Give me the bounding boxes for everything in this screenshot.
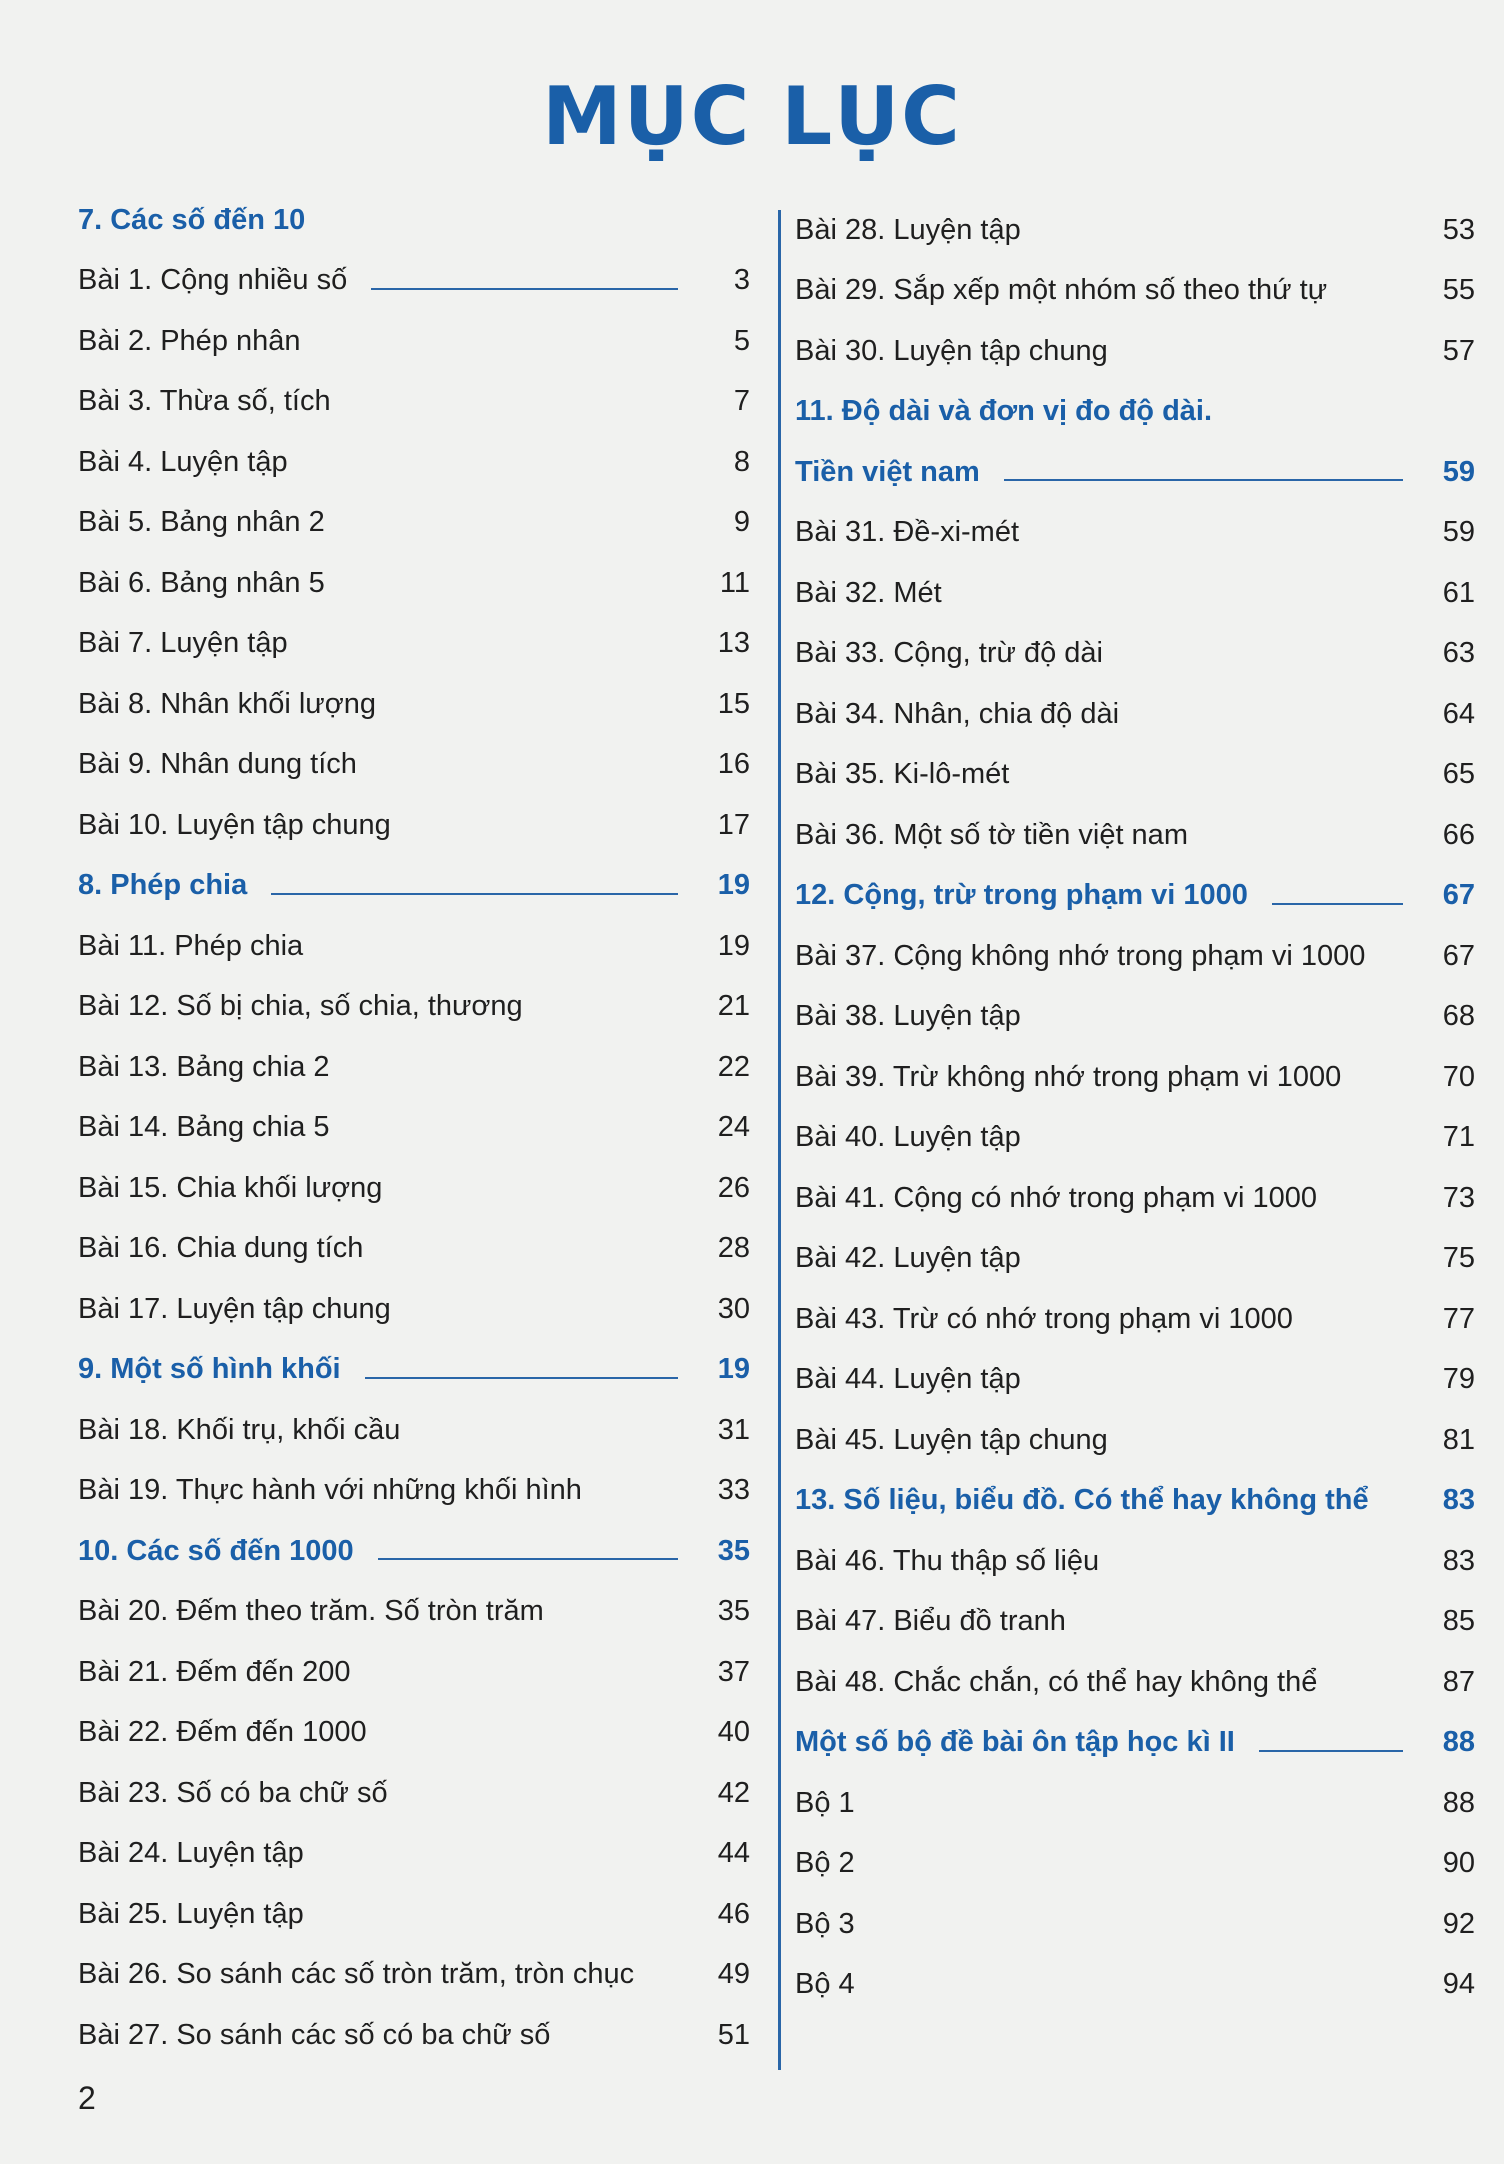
toc-entry-label: Bài 36. Một số tờ tiền việt nam <box>795 818 1188 851</box>
toc-entry-label: Bài 11. Phép chia <box>78 929 304 962</box>
toc-entry-label: Bài 32. Mét <box>795 576 942 609</box>
toc-page-number: 15 <box>717 687 750 720</box>
toc-entry <box>78 1582 750 1643</box>
toc-entry-label: Bài 12. Số bị chia, số chia, thương <box>78 990 523 1023</box>
toc-page-number: 51 <box>717 2018 750 2051</box>
toc-entry-label: Bài 28. Luyện tập <box>795 213 1021 246</box>
toc-entry-label: Bài 48. Chắc chắn, có thể hay không thể <box>795 1665 1318 1698</box>
toc-page-number: 31 <box>717 1413 750 1446</box>
toc-leader-line <box>378 1558 678 1560</box>
toc-page-number: 81 <box>1442 1423 1475 1456</box>
toc-section-heading <box>795 866 1475 927</box>
toc-page-number: 19 <box>717 1353 750 1386</box>
toc-entry-label: 12. Cộng, trừ trong phạm vi 1000 <box>795 879 1248 912</box>
toc-page-number: 70 <box>1442 1060 1475 1093</box>
toc-section-heading <box>795 1713 1475 1774</box>
toc-page-number: 21 <box>717 990 750 1023</box>
toc-page-number: 90 <box>1442 1847 1475 1880</box>
toc-page-number: 28 <box>717 1232 750 1265</box>
toc-page-number: 33 <box>717 1474 750 1507</box>
toc-entry <box>795 1168 1475 1229</box>
toc-entry-label: Bài 43. Trừ có nhớ trong phạm vi 1000 <box>795 1302 1293 1335</box>
toc-entry <box>78 493 750 554</box>
toc-entry-label: Tiền việt nam <box>795 455 980 488</box>
toc-page-number: 42 <box>717 1776 750 1809</box>
toc-section-heading <box>795 1471 1475 1532</box>
toc-entry <box>795 745 1475 806</box>
toc-entry-label: Bài 26. So sánh các số tròn trăm, tròn chục <box>78 1958 635 1991</box>
toc-page-number: 83 <box>1442 1544 1475 1577</box>
toc-entry-label: Bài 24. Luyện tập <box>78 1837 304 1870</box>
toc-entry-label: Bài 46. Thu thập số liệu <box>795 1544 1100 1577</box>
toc-entry-label: Bài 47. Biểu đồ tranh <box>795 1605 1066 1638</box>
toc-entry <box>78 1037 750 1098</box>
toc-entry-label: Bài 45. Luyện tập chung <box>795 1423 1108 1456</box>
toc-page-number: 87 <box>1442 1665 1475 1698</box>
toc-page-number: 17 <box>717 808 750 841</box>
toc-entry-label: Bài 17. Luyện tập chung <box>78 1292 391 1325</box>
toc-page-number: 66 <box>1442 818 1475 851</box>
toc-entry <box>78 1763 750 1824</box>
toc-section-heading <box>78 1521 750 1582</box>
toc-entry <box>795 1108 1475 1169</box>
toc-page-number: 46 <box>717 1897 750 1930</box>
toc-entry <box>795 503 1475 564</box>
toc-entry-label: 9. Một số hình khối <box>78 1353 341 1386</box>
toc-entry-label: Bài 13. Bảng chia 2 <box>78 1050 330 1083</box>
toc-page-number: 67 <box>1442 939 1475 972</box>
page-title: MỤC LỤC <box>542 70 962 163</box>
toc-entry-label: Bài 40. Luyện tập <box>795 1121 1021 1154</box>
toc-page-number: 19 <box>717 929 750 962</box>
toc-section-heading <box>795 442 1475 503</box>
toc-entry <box>78 432 750 493</box>
toc-page-number: 92 <box>1442 1907 1475 1940</box>
toc-entry <box>78 1400 750 1461</box>
toc-entry <box>795 1652 1475 1713</box>
toc-entry <box>78 1279 750 1340</box>
toc-page-number: 64 <box>1442 697 1475 730</box>
toc-page-number: 8 <box>733 445 750 478</box>
toc-page-number: 55 <box>1442 274 1475 307</box>
toc-entry <box>795 926 1475 987</box>
toc-entry <box>795 1289 1475 1350</box>
toc-section-heading <box>78 1340 750 1401</box>
toc-page-number: 57 <box>1442 334 1475 367</box>
toc-page-number: 9 <box>733 506 750 539</box>
toc-entry <box>78 674 750 735</box>
toc-entry-label: 13. Số liệu, biểu đồ. Có thể hay không thể <box>795 1484 1369 1517</box>
toc-entry-label: Bộ 1 <box>795 1786 855 1819</box>
toc-entry <box>78 372 750 433</box>
toc-page-number: 5 <box>733 324 750 357</box>
toc-entry-label: Bài 19. Thực hành với những khối hình <box>78 1474 582 1507</box>
toc-entry-label: Bài 4. Luyện tập <box>78 445 288 478</box>
toc-entry <box>795 200 1475 261</box>
toc-entry-label: Bài 35. Ki-lô-mét <box>795 758 1010 791</box>
toc-entry-label: Bài 31. Đề-xi-mét <box>795 516 1020 549</box>
toc-entry <box>78 916 750 977</box>
toc-left-column <box>78 190 750 2066</box>
toc-leader-line <box>1272 903 1403 905</box>
toc-page-number: 59 <box>1442 516 1475 549</box>
toc-entry <box>795 987 1475 1048</box>
toc-entry-label: Một số bộ đề bài ôn tập học kì II <box>795 1726 1235 1759</box>
toc-entry-label: Bài 42. Luyện tập <box>795 1242 1021 1275</box>
toc-entry <box>78 1642 750 1703</box>
toc-page-number: 88 <box>1442 1726 1475 1759</box>
toc-entry-label: 7. Các số đến 10 <box>78 203 306 236</box>
toc-page-number: 19 <box>717 869 750 902</box>
toc-entry-label: Bài 20. Đếm theo trăm. Số tròn trăm <box>78 1595 544 1628</box>
page-number: 2 <box>78 2080 96 2116</box>
toc-page-number: 63 <box>1442 637 1475 670</box>
toc-entry-label: Bộ 2 <box>795 1847 855 1880</box>
toc-section-heading <box>78 190 750 251</box>
toc-page-number: 73 <box>1442 1181 1475 1214</box>
toc-leader-line <box>271 893 678 895</box>
toc-page-number: 3 <box>733 264 750 297</box>
toc-page-number: 7 <box>733 385 750 418</box>
toc-page-number: 88 <box>1442 1786 1475 1819</box>
toc-section-heading <box>795 382 1475 443</box>
toc-leader-line <box>365 1377 678 1379</box>
toc-page-number: 30 <box>717 1292 750 1325</box>
toc-entry <box>78 1158 750 1219</box>
toc-entry <box>78 1703 750 1764</box>
toc-entry-label: Bài 3. Thừa số, tích <box>78 385 331 418</box>
toc-entry <box>795 684 1475 745</box>
toc-entry <box>78 1884 750 1945</box>
toc-entry <box>78 1824 750 1885</box>
toc-entry <box>78 2005 750 2066</box>
toc-entry <box>795 805 1475 866</box>
toc-entry <box>78 795 750 856</box>
toc-page-number: 75 <box>1442 1242 1475 1275</box>
toc-entry <box>795 1531 1475 1592</box>
toc-entry-label: Bài 15. Chia khối lượng <box>78 1171 383 1204</box>
toc-entry-label: 10. Các số đến 1000 <box>78 1534 354 1567</box>
toc-entry <box>78 1219 750 1280</box>
toc-page-number: 61 <box>1442 576 1475 609</box>
toc-entry-label: Bài 7. Luyện tập <box>78 627 288 660</box>
toc-entry-label: Bài 25. Luyện tập <box>78 1897 304 1930</box>
toc-section-heading <box>78 856 750 917</box>
toc-entry-label: Bài 6. Bảng nhân 5 <box>78 566 325 599</box>
toc-entry <box>78 553 750 614</box>
toc-entry-label: Bài 14. Bảng chia 5 <box>78 1111 330 1144</box>
toc-entry-label: Bộ 3 <box>795 1907 855 1940</box>
toc-entry <box>78 1945 750 2006</box>
toc-entry-label: Bài 29. Sắp xếp một nhóm số theo thứ tự <box>795 274 1328 307</box>
toc-entry-label: Bài 34. Nhân, chia độ dài <box>795 697 1120 730</box>
toc-leader-line <box>371 288 678 290</box>
toc-entry <box>795 1047 1475 1108</box>
toc-entry-label: Bài 39. Trừ không nhớ trong phạm vi 1000 <box>795 1060 1342 1093</box>
toc-page-number: 79 <box>1442 1363 1475 1396</box>
toc-entry-label: Bài 41. Cộng có nhớ trong phạm vi 1000 <box>795 1181 1318 1214</box>
toc-entry <box>795 1955 1475 2016</box>
toc-entry-label: Bộ 4 <box>795 1968 855 2001</box>
toc-page-number: 40 <box>717 1716 750 1749</box>
toc-page-number: 83 <box>1442 1484 1475 1517</box>
toc-page-number: 35 <box>717 1595 750 1628</box>
toc-entry <box>795 563 1475 624</box>
toc-entry-label: Bài 37. Cộng không nhớ trong phạm vi 1000 <box>795 939 1366 972</box>
toc-page-number: 24 <box>717 1111 750 1144</box>
column-divider <box>778 210 781 2070</box>
toc-entry <box>78 251 750 312</box>
toc-page-number: 53 <box>1442 213 1475 246</box>
toc-page-number: 37 <box>717 1655 750 1688</box>
toc-entry <box>795 1229 1475 1290</box>
toc-page-number: 71 <box>1442 1121 1475 1154</box>
toc-entry-label: Bài 1. Cộng nhiều số <box>78 264 348 297</box>
toc-entry-label: Bài 27. So sánh các số có ba chữ số <box>78 2018 551 2051</box>
toc-leader-line <box>1004 479 1403 481</box>
toc-page-number: 85 <box>1442 1605 1475 1638</box>
toc-entry-label: 8. Phép chia <box>78 869 248 902</box>
toc-right-column <box>795 200 1475 2015</box>
toc-entry-label: Bài 10. Luyện tập chung <box>78 808 391 841</box>
toc-entry-label: Bài 30. Luyện tập chung <box>795 334 1108 367</box>
toc-entry-label: Bài 21. Đếm đến 200 <box>78 1655 351 1688</box>
toc-entry-label: Bài 8. Nhân khối lượng <box>78 687 376 720</box>
toc-entry <box>795 1834 1475 1895</box>
toc-entry <box>78 1098 750 1159</box>
toc-entry <box>795 1592 1475 1653</box>
toc-page-number: 59 <box>1442 455 1475 488</box>
toc-page-number: 44 <box>717 1837 750 1870</box>
toc-entry-label: Bài 5. Bảng nhân 2 <box>78 506 325 539</box>
toc-entry-label: Bài 2. Phép nhân <box>78 324 301 357</box>
toc-entry-label: Bài 18. Khối trụ, khối cầu <box>78 1413 401 1446</box>
toc-entry-label: Bài 44. Luyện tập <box>795 1363 1021 1396</box>
toc-page-number: 16 <box>717 748 750 781</box>
toc-entry <box>795 1350 1475 1411</box>
toc-entry <box>78 1461 750 1522</box>
toc-page-number: 77 <box>1442 1302 1475 1335</box>
toc-entry-label: Bài 16. Chia dung tích <box>78 1232 364 1265</box>
toc-entry <box>78 977 750 1038</box>
toc-page-number: 67 <box>1442 879 1475 912</box>
toc-page-number: 94 <box>1442 1968 1475 2001</box>
toc-page-number: 68 <box>1442 1000 1475 1033</box>
toc-leader-line <box>1259 1750 1403 1752</box>
toc-page-number: 49 <box>717 1958 750 1991</box>
toc-entry-label: Bài 38. Luyện tập <box>795 1000 1021 1033</box>
toc-entry-label: Bài 9. Nhân dung tích <box>78 748 357 781</box>
toc-entry <box>795 1773 1475 1834</box>
toc-entry <box>795 261 1475 322</box>
toc-entry-label: Bài 22. Đếm đến 1000 <box>78 1716 367 1749</box>
toc-entry <box>78 735 750 796</box>
toc-entry <box>795 321 1475 382</box>
toc-entry <box>795 624 1475 685</box>
toc-entry <box>78 311 750 372</box>
toc-page-number: 13 <box>717 627 750 660</box>
toc-page-number: 65 <box>1442 758 1475 791</box>
toc-entry-label: 11. Độ dài và đơn vị đo độ dài. <box>795 395 1213 428</box>
toc-page-number: 26 <box>717 1171 750 1204</box>
toc-page-number: 11 <box>719 566 750 599</box>
toc-entry <box>795 1894 1475 1955</box>
toc-entry-label: Bài 33. Cộng, trừ độ dài <box>795 637 1103 670</box>
toc-page-number: 35 <box>717 1534 750 1567</box>
toc-entry <box>795 1410 1475 1471</box>
toc-page-number: 22 <box>717 1050 750 1083</box>
toc-entry <box>78 614 750 675</box>
toc-entry-label: Bài 23. Số có ba chữ số <box>78 1776 388 1809</box>
